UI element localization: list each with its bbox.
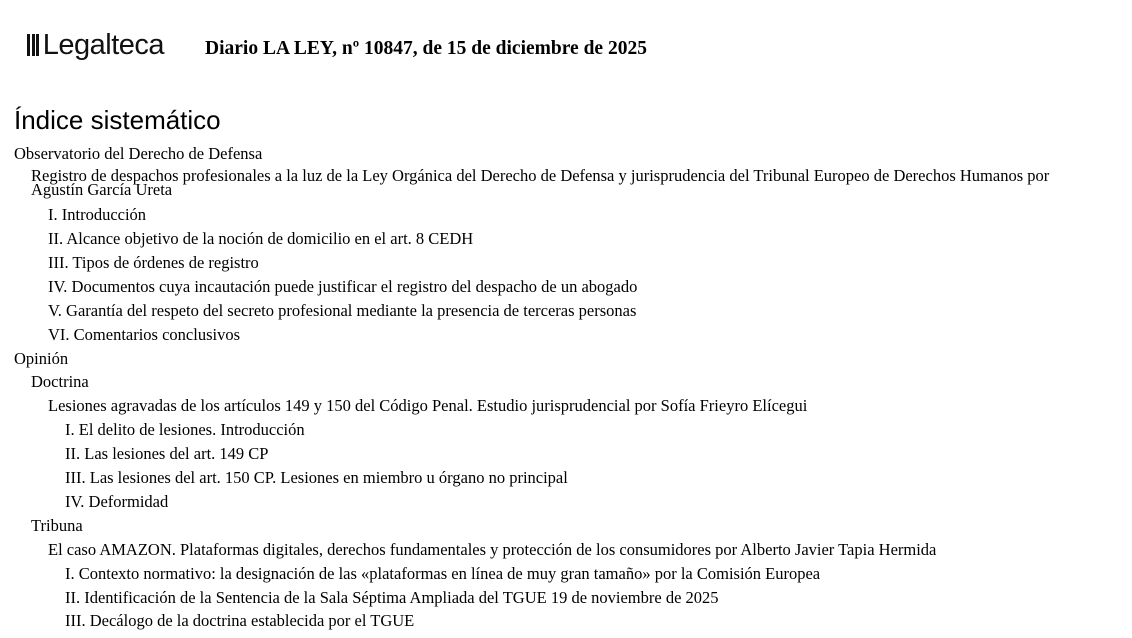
- toc-subsection-tribuna: Tribuna: [31, 516, 83, 535]
- toc-heading[interactable]: I. Contexto normativo: la designación de las «plataformas en línea de muy gran tamaño» por la Comisión Europea: [65, 564, 821, 583]
- toc-heading[interactable]: III. Decálogo de la doctrina establecida por el TGUE: [65, 611, 415, 630]
- toc-heading[interactable]: I. El delito de lesiones. Introducción: [65, 420, 305, 439]
- toc-article-lesiones[interactable]: Lesiones agravadas de los artículos 149 y 150 del Código Penal. Estudio jurisprudencial por Sofía Frieyro Elícegui: [48, 396, 808, 415]
- toc-heading[interactable]: II. Identificación de la Sentencia de la Sala Séptima Ampliada del TGUE 19 de noviembre de 2025: [65, 588, 719, 607]
- toc-section-observatorio: Observatorio del Derecho de Defensa: [14, 144, 263, 163]
- toc-heading[interactable]: V. Garantía del respeto del secreto profesional mediante la presencia de terceras personas: [48, 301, 637, 320]
- toc-article-amazon[interactable]: El caso AMAZON. Plataformas digitales, derechos fundamentales y protección de los consumidores por Alberto Javier Tapia Hermida: [48, 540, 937, 559]
- toc-heading[interactable]: IV. Deformidad: [65, 492, 169, 511]
- toc-heading[interactable]: III. Las lesiones del art. 150 CP. Lesiones en miembro u órgano no principal: [65, 468, 568, 487]
- toc-heading[interactable]: II. Alcance objetivo de la noción de domicilio en el art. 8 CEDH: [48, 229, 474, 248]
- toc-heading[interactable]: II. Las lesiones del art. 149 CP: [65, 444, 269, 463]
- toc-section-opinion: Opinión: [14, 349, 69, 368]
- logo-bars-icon: [27, 30, 41, 52]
- toc-heading[interactable]: VI. Comentarios conclusivos: [48, 325, 241, 344]
- toc-subsection-doctrina: Doctrina: [31, 372, 89, 391]
- toc-article-registro-despachos[interactable]: Registro de despachos profesionales a la luz de la Ley Orgánica del Derecho de Defensa y jurisprudencia del Tribunal Europeo de Derechos Humanos por Agustín García Ureta: [31, 166, 1050, 199]
- legalteca-logo[interactable]: [27, 28, 164, 62]
- toc-heading[interactable]: I. Introducción: [48, 205, 147, 224]
- index-title: Índice sistemático: [14, 105, 221, 135]
- toc-heading[interactable]: IV. Documentos cuya incautación puede justificar el registro del despacho de un abogado: [48, 277, 638, 296]
- issue-title: Diario LA LEY, nº 10847, de 15 de diciembre de 2025: [205, 38, 647, 59]
- logo-text: Legalteca: [42, 29, 165, 61]
- toc-heading[interactable]: III. Tipos de órdenes de registro: [48, 253, 259, 272]
